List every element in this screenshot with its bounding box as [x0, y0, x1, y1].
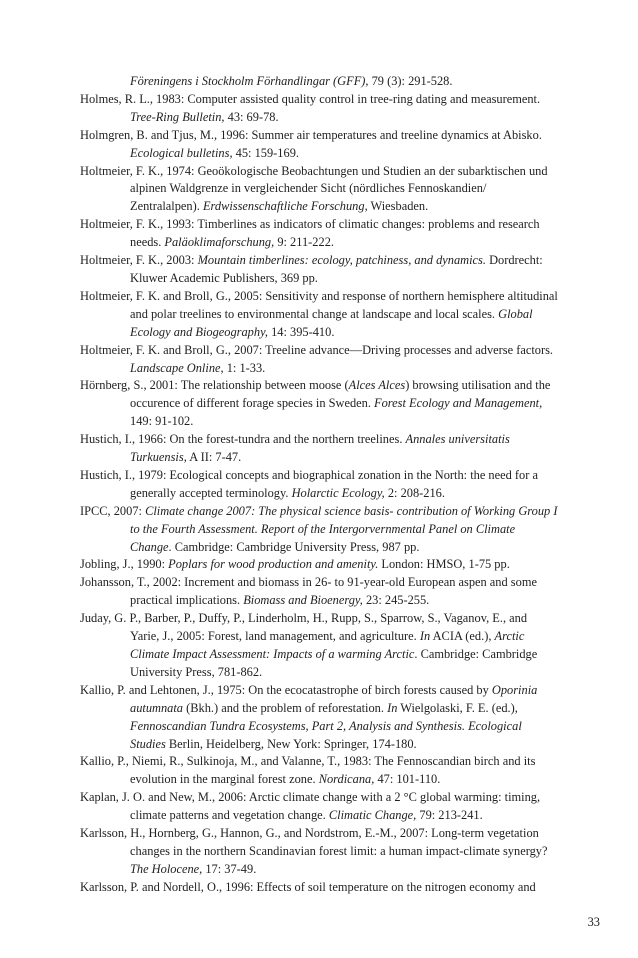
reference-italic-text: Climate change 2007: The physical science basis- contribution of Working Group I to the Fourth Assessment. Report of the Intergorvernmental Panel on Climate Change	[130, 503, 558, 554]
reference-italic-text: Erdwissenschaftliche Forschung,	[202, 199, 368, 214]
reference-text: 79: 213-241.	[416, 808, 483, 823]
reference-text: Kaplan, J. O. and New, M., 2006: Arctic climate change with a 2 °C global warming: timing, climate patterns and vegetation change.	[80, 790, 541, 823]
reference-text: . Cambridge: Cambridge University Press, 987 pp.	[168, 539, 420, 554]
reference-text: ) browsing utilisation and the occurence of different forage species in Sweden.	[130, 378, 551, 411]
reference-italic-text: Nordicana,	[318, 772, 375, 787]
reference-italic-text: Poplars for wood production and amenity.	[168, 557, 379, 572]
reference-italic-text: Global Ecology and Biogeography,	[130, 306, 533, 339]
reference-text: Holmgren, B. and Tjus, M., 1996: Summer air temperatures and treeline dynamics at Abisko.	[80, 127, 542, 142]
reference-italic-text: In	[387, 700, 398, 715]
reference-text: A II: 7-47.	[186, 450, 242, 465]
reference-text: 2: 208-216.	[384, 485, 445, 500]
reference-text: Holtmeier, F. K., 1974: Geoökologische Beobachtungen und Studien an der subarktischen und alpinen Waldgrenze in vergleichender Sicht (nördliches Fennoskandien/ Zentralalpen).	[80, 163, 548, 214]
reference-entry	[80, 342, 558, 378]
reference-text: 47: 101-110.	[374, 772, 441, 787]
reference-italic-text: Landscape Online,	[130, 360, 224, 375]
reference-list	[80, 73, 558, 897]
reference-italic-text: Holarctic Ecology,	[291, 485, 385, 500]
reference-text: Hustich, I., 1966: On the forest-tundra and the northern treelines.	[80, 432, 406, 447]
reference-text: Holtmeier, F. K., 1993: Timberlines as indicators of climatic changes: problems and research needs.	[80, 217, 540, 250]
reference-italic-text: Tree-Ring Bulletin,	[130, 109, 225, 124]
reference-text: ACIA (ed.),	[430, 629, 495, 644]
reference-text: Holtmeier, F. K. and Broll, G., 2007: Treeline advance—Driving processes and adverse factors.	[80, 342, 554, 357]
reference-text: Holtmeier, F. K. and Broll, G., 2005: Sensitivity and response of northern hemisphere altitudinal and polar treelines to environmental change at landscape and local scales.	[80, 288, 558, 321]
reference-italic-text: In	[419, 629, 431, 644]
reference-text: , 149: 91-102.	[130, 396, 543, 429]
reference-entry	[80, 216, 558, 252]
reference-text: Dordrecht: Kluwer Academic Publishers, 369 pp.	[130, 253, 543, 285]
reference-italic-text: Ecological bulletins,	[130, 145, 233, 160]
reference-text: Karlsson, P. and Nordell, O., 1996: Effects of soil temperature on the nitrogen economy and	[80, 879, 536, 894]
reference-text: Wiesbaden.	[367, 199, 429, 214]
reference-entry	[80, 252, 558, 288]
reference-entry	[80, 377, 558, 431]
reference-text: Johansson, T., 2002: Increment and biomass in 26- to 91-year-old European aspen and some practical implications.	[80, 575, 537, 608]
reference-text: Hustich, I., 1979: Ecological concepts and biographical zonation in the North: the need for a generally accepted terminology.	[80, 467, 538, 500]
reference-entry	[80, 753, 558, 789]
reference-italic-text: Arctic Climate Impact Assessment: Impacts of a warming Arctic	[130, 629, 525, 661]
reference-entry	[80, 789, 558, 825]
reference-text: Kallio, P., Niemi, R., Sulkinoja, M., and Valanne, T., 1983: The Fennoscandian birch and its evolution in the marginal forest zone.	[80, 754, 536, 787]
reference-text: 45: 159-169.	[232, 145, 299, 160]
reference-text: Holmes, R. L., 1983: Computer assisted quality control in tree-ring dating and measurement.	[80, 91, 541, 106]
reference-italic-text: Climatic Change,	[328, 808, 417, 823]
reference-text: 23: 245-255.	[362, 593, 430, 608]
reference-entry	[80, 127, 558, 163]
reference-text: Jobling, J., 1990:	[80, 557, 169, 572]
reference-text: 1: 1-33.	[223, 360, 266, 375]
reference-text: Juday, G. P., Barber, P., Duffy, P., Linderholm, H., Rupp, S., Sparrow, S., Vaganov, E., and Yarie, J., 2005: Forest, land management, and agriculture.	[80, 611, 528, 644]
reference-entry	[80, 288, 558, 342]
reference-italic-text: Paläoklimaforschung,	[164, 235, 275, 250]
reference-entry	[80, 91, 558, 127]
reference-text: Wielgolaski, F. E. (ed.),	[397, 700, 518, 715]
reference-text: Karlsson, H., Hornberg, G., Hannon, G., and Nordstrom, E.-M., 2007: Long-term vegetation changes in the northern Scandinavian forest limit: a human impact-climate synergy?	[80, 826, 548, 858]
reference-text: 14: 395-410.	[268, 324, 335, 339]
reference-entry	[80, 682, 558, 754]
reference-italic-text: Mountain timberlines: ecology, patchiness, and dynamics.	[197, 253, 486, 268]
reference-italic-text: The Holocene,	[130, 861, 203, 876]
reference-entry	[80, 503, 558, 557]
reference-entry	[80, 163, 558, 217]
reference-entry	[80, 431, 558, 467]
reference-italic-text: Oporinia autumnata	[130, 682, 538, 715]
reference-italic-text: Forest Ecology and Management	[374, 396, 540, 411]
reference-entry	[80, 467, 558, 503]
reference-text: . Cambridge: Cambridge University Press, 781-862.	[130, 647, 538, 679]
reference-text: IPCC, 2007:	[80, 503, 146, 518]
reference-text: Kallio, P. and Lehtonen, J., 1975: On the ecocatastrophe of birch forests caused by	[80, 682, 492, 697]
reference-entry	[80, 73, 558, 91]
reference-italic-text: Biomass and Bioenergy,	[243, 593, 363, 608]
reference-italic-text: Alces Alces	[348, 378, 406, 393]
page-number: 33	[587, 915, 600, 929]
reference-text: Berlin, Heidelberg, New York: Springer, 174-180.	[165, 736, 417, 751]
reference-text: 9: 211-222.	[274, 235, 334, 250]
reference-italic-text: Föreningens i Stockholm Förhandlingar (GFF),	[130, 74, 369, 88]
reference-text: Holtmeier, F. K., 2003:	[80, 253, 198, 268]
reference-text: 17: 37-49.	[202, 861, 257, 876]
reference-italic-text: Annales universitatis Turkuensis,	[130, 432, 510, 465]
reference-text: Hörnberg, S., 2001: The relationship between moose (	[80, 378, 349, 393]
reference-text: (Bkh.) and the problem of reforestation.	[183, 700, 388, 715]
reference-entry	[80, 825, 558, 879]
reference-entry	[80, 556, 558, 574]
reference-italic-text: Fennoscandian Tundra Ecosystems, Part 2, Analysis and Synthesis. Ecological Studies	[130, 718, 522, 751]
reference-text: London: HMSO, 1-75 pp.	[378, 557, 510, 572]
reference-entry	[80, 574, 558, 610]
reference-entry	[80, 879, 558, 897]
reference-text: 79 (3): 291-528.	[368, 74, 453, 88]
reference-entry	[80, 610, 558, 682]
reference-text: 43: 69-78.	[224, 109, 279, 124]
